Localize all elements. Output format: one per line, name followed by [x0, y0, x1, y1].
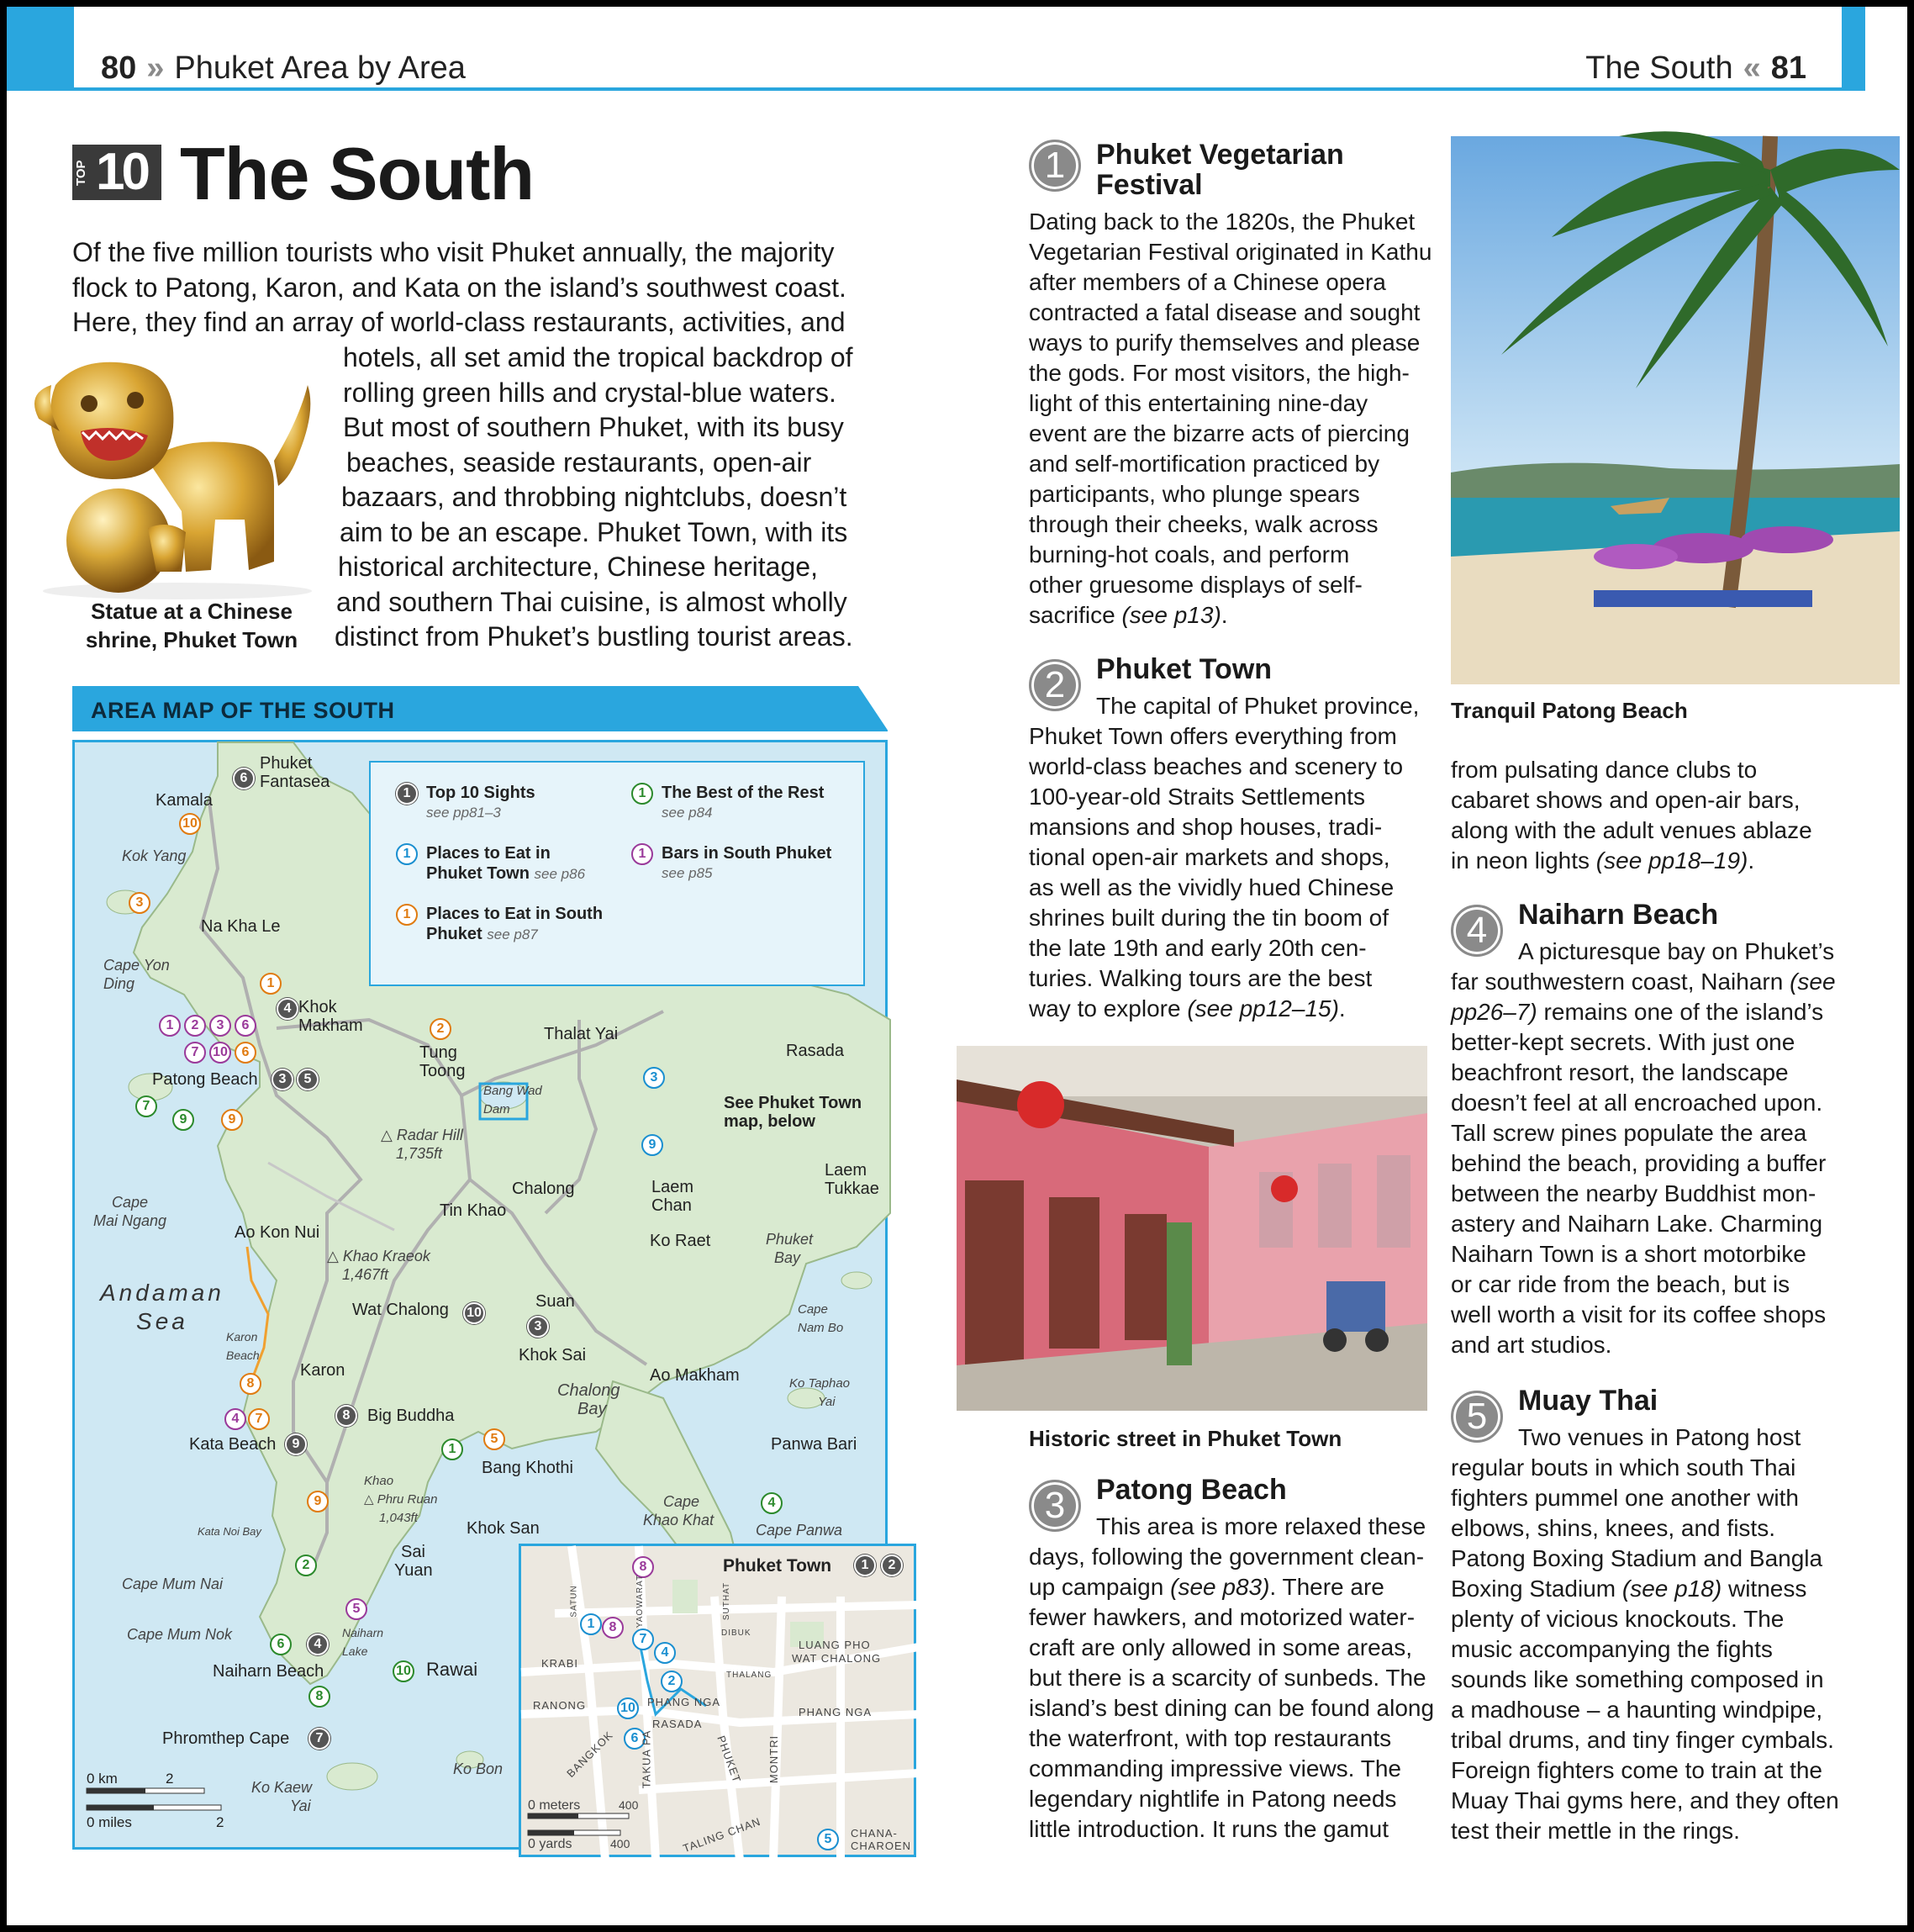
page-number-right: 81	[1770, 50, 1806, 86]
running-title-right: The South	[1585, 50, 1733, 86]
map-label-bang-wad-dam: Bang Wad Dam	[483, 1084, 542, 1116]
map-pin-3b: 3	[527, 1316, 549, 1338]
inset-pin-2: 2	[881, 1555, 903, 1576]
map-pin-purple-5: 5	[345, 1598, 367, 1620]
map-label-phromthep-cape: Phromthep Cape	[162, 1729, 290, 1748]
legend-eat-south	[403, 904, 604, 945]
section-5-body: Two venues in Patong host regular bouts in which south Thai fighters pummel one another with elbows, shins, knees, and fists. Patong Boxing Stadium and Bangla Boxing Stadium (see p18) witness plenty of vicious knockouts. The music accompanying the fights sounds like something composed in a madhouse – a haunting windpipe, tribal drums, and tiny finger cymbals. Foreign fighters come to train at the Muay Thai gyms here, and they often test their mettle in the rings.	[1451, 1424, 1839, 1844]
intro-line: Of the five million tourists who visit Phuket annually, the majority	[72, 237, 835, 267]
inset-pin-blue-2: 2	[661, 1671, 683, 1692]
inset-street-chana-charoen: CHANA- CHAROEN	[851, 1827, 912, 1852]
map-pin-orange-10: 10	[179, 813, 201, 835]
intro-line: But most of southern Phuket, with its busy	[343, 412, 844, 442]
inset-street-phuket: PHUKET	[714, 1734, 744, 1785]
inset-scale-y-max: 400	[610, 1837, 630, 1850]
page-title: The South	[180, 132, 535, 215]
header-accent-right	[1842, 7, 1865, 91]
book-spread	[7, 7, 1907, 1925]
map-pin-10: 10	[463, 1302, 485, 1324]
map-legend	[369, 761, 865, 986]
inset-pin-blue-1: 1	[580, 1613, 602, 1635]
map-pin-orange-3: 3	[129, 892, 150, 914]
inset-pin-blue-4: 4	[654, 1642, 676, 1664]
section-3-number: 3	[1029, 1480, 1081, 1532]
map-pin-green-2: 2	[295, 1555, 317, 1576]
map-pin-4: 4	[277, 998, 298, 1020]
inset-scale-y: 0 yards	[528, 1837, 572, 1851]
intro-line: beaches, seaside restaurants, open-air	[346, 446, 812, 478]
inset-street-rasada: RASADA	[652, 1718, 703, 1730]
intro-paragraph-wrap	[335, 340, 881, 655]
section-1-number: 1	[1029, 140, 1081, 192]
legend-pin-blue: 1	[396, 843, 418, 865]
top10-badge-top: TOP	[74, 160, 88, 187]
inset-pin-blue-7: 7	[632, 1628, 654, 1650]
map-pin-purple-7: 7	[184, 1042, 206, 1064]
intro-line: historical architecture, Chinese heritage,	[338, 552, 818, 582]
map-pin-green-1: 1	[441, 1438, 463, 1460]
patong-beach-photo	[1451, 136, 1900, 684]
map-label-see-town-map: See Phuket Town map, below	[724, 1094, 862, 1131]
map-label-naiharn-beach: Naiharn Beach	[213, 1662, 324, 1681]
map-label-laem-tukkae: Laem Tukkae	[825, 1161, 879, 1198]
running-head-right	[1585, 50, 1806, 87]
section-2-heading: Phuket Town	[1096, 653, 1273, 685]
map-label-khok-sai: Khok Sai	[519, 1346, 587, 1365]
legend-ref: see p84	[662, 805, 713, 821]
inset-street-thalang: THALANG	[726, 1671, 772, 1680]
map-label-khao-phru-ruan: Khao △ Phru Ruan 1,043ft	[364, 1474, 438, 1525]
beach-photo-caption: Tranquil Patong Beach	[1451, 698, 1688, 723]
legend-label: Phuket	[426, 925, 482, 943]
map-label-kata-noi-bay: Kata Noi Bay	[198, 1525, 261, 1538]
map-label-chalong: Chalong	[512, 1180, 575, 1198]
section-5-heading: Muay Thai	[1518, 1385, 1658, 1417]
scale-km-label: 0 km	[87, 1771, 118, 1787]
running-head-left	[101, 50, 466, 87]
inset-scale-m: 0 meters	[528, 1798, 581, 1813]
map-pin-6: 6	[233, 768, 255, 789]
map-pin-9: 9	[285, 1433, 307, 1455]
page-number-left: 80	[101, 50, 137, 86]
historic-street-photo	[957, 1046, 1427, 1411]
map-label-cape-khao-khat: Cape Khao Khat	[643, 1493, 714, 1528]
section-5-number: 5	[1451, 1391, 1503, 1443]
legend-pin-dark: 1	[396, 783, 418, 805]
map-pin-4b: 4	[307, 1634, 329, 1655]
section-3-continued: from pulsating dance clubs to cabaret shows and open-air bars, along with the adult venues ablaze in neon lights (see pp18–19).	[1451, 757, 1812, 874]
inset-street-taling-chan: TALING CHAN	[681, 1814, 763, 1855]
map-label-ko-bon: Ko Bon	[453, 1760, 504, 1777]
map-pin-orange-1: 1	[260, 973, 282, 995]
map-pin-purple-6: 6	[235, 1015, 256, 1037]
map-pin-purple-2: 2	[184, 1015, 206, 1037]
map-label-phuket-fantasea: Phuket Fantasea	[260, 754, 330, 791]
map-label-cape-mum-nok: Cape Mum Nok	[127, 1626, 233, 1643]
scale-km-max: 2	[166, 1771, 174, 1787]
intro-line: distinct from Phuket’s bustling tourist areas.	[335, 621, 853, 652]
intro-line: aim to be an escape. Phuket Town, with its	[340, 516, 848, 547]
inset-street-suthat: SUTHAT	[722, 1581, 732, 1621]
map-pin-green-9: 9	[172, 1109, 194, 1131]
map-label-kok-yang: Kok Yang	[122, 847, 187, 864]
caption-line: Statue at a Chinese	[91, 599, 293, 624]
chevron-left-icon: «	[1743, 50, 1761, 86]
section-4-body: A picturesque bay on Phuket’s far southwestern coast, Naiharn (see pp26–7) remains one of the island’s better-kept secrets. With just one beachfront resort, the landscape doesn’t feel at all encroached upon. Tall screw pines populate the area behind the beach, providing a buffer between the nearby Buddhist mon- astery and Naiharn Lake. Charming Naiharn Town is a short motorbike or car ride from the beach, but is well worth a visit for its coffee shops and art studios.	[1451, 938, 1836, 1358]
map-pin-green-8: 8	[308, 1686, 330, 1708]
map-label-ko-raet: Ko Raet	[650, 1232, 711, 1250]
inset-pin-purple-8b: 8	[602, 1617, 624, 1639]
legend-label: Places to Eat in	[426, 844, 551, 863]
section-4-heading: Naiharn Beach	[1518, 899, 1719, 931]
legend-pin-green: 1	[631, 783, 653, 805]
street-photo-caption: Historic street in Phuket Town	[1029, 1426, 1342, 1451]
scale-miles-label: 0 miles	[87, 1814, 132, 1830]
map-pin-purple-10: 10	[209, 1042, 231, 1064]
map-label-patong-beach: Patong Beach	[152, 1070, 258, 1089]
section-4-number: 4	[1451, 905, 1503, 957]
intro-line: rolling green hills and crystal-blue waters.	[343, 377, 836, 408]
map-pin-orange-7: 7	[248, 1408, 270, 1430]
inset-street-wat-chalong: WAT CHALONG	[792, 1652, 882, 1665]
inset-street-luang-pho: LUANG PHO	[799, 1639, 871, 1651]
lion-statue-photo	[22, 351, 333, 604]
map-pin-orange-9: 9	[221, 1109, 243, 1131]
map-pin-orange-2: 2	[430, 1018, 451, 1040]
map-label-cape-mai-ngang: Cape Mai Ngang	[93, 1194, 167, 1229]
map-label-karon-beach: Karon Beach	[226, 1330, 260, 1362]
map-pin-green-4: 4	[761, 1492, 783, 1514]
intro-line: flock to Patong, Karon, and Kata on the island’s southwest coast.	[72, 272, 846, 303]
map-pin-8: 8	[335, 1405, 357, 1427]
map-label-sai-yuan: Sai Yuan	[394, 1543, 433, 1580]
map-label-na-kha-le: Na Kha Le	[201, 917, 281, 936]
map-pin-purple-3: 3	[209, 1015, 231, 1037]
map-label-big-buddha: Big Buddha	[367, 1407, 455, 1425]
map-label-cape-yon-ding: Cape Yon Ding	[103, 957, 170, 992]
map-label-cape-nam-bo: Cape Nam Bo	[798, 1302, 844, 1335]
phuket-town-inset-map	[519, 1544, 916, 1857]
header-accent-left	[7, 7, 74, 91]
section-3-body: This area is more relaxed these days, following the government clean- up campaign (see p83). There are fewer hawkers, and motorized water- craft are only allowed in some areas, but there is a scarcity of sunbeds. The island’s best dining can be found along the waterfront, with top restaurants commanding impressive views. The legendary nightlife in Patong needs little introduction. It runs the gamut	[1029, 1513, 1435, 1842]
map-label-khao-kraeok: △ Khao Kraeok 1,467ft	[327, 1248, 430, 1283]
intro-paragraph-top	[72, 235, 879, 340]
inset-pin-1: 1	[854, 1555, 876, 1576]
map-label-ao-makham: Ao Makham	[650, 1366, 740, 1385]
inset-street-montri: MONTRI	[767, 1734, 781, 1784]
chevron-right-icon: »	[146, 50, 165, 86]
map-pin-green-6: 6	[270, 1634, 292, 1655]
top10-badge	[72, 145, 161, 200]
caption-line: shrine, Phuket Town	[85, 627, 298, 652]
legend-eat-town	[403, 843, 586, 884]
map-label-tin-khao: Tin Khao	[440, 1201, 507, 1220]
inset-scale-m-max: 400	[619, 1798, 639, 1812]
legend-best-rest	[638, 783, 825, 823]
lion-photo-caption	[66, 597, 318, 654]
map-label-kata-beach: Kata Beach	[189, 1435, 277, 1454]
inset-pin-purple-8: 8	[632, 1556, 654, 1578]
legend-pin-orange: 1	[396, 904, 418, 926]
section-1-body: Dating back to the 1820s, the Phuket Vegetarian Festival originated in Kathu after members of a Chinese opera contracted a fatal disease and sought ways to purify themselves and please the gods. For most visitors, the high- light of this entertaining nine-day event are the bizarre acts of piercing and self-mortification practiced by participants, who plunge spears through their cheeks, walk across burning-hot coals, and perform other gruesome displays of self- sacrifice (see p13).	[1029, 209, 1432, 628]
map-title: AREA MAP OF THE SOUTH	[91, 698, 395, 723]
map-pin-green-10: 10	[393, 1660, 414, 1682]
inset-title: Phuket Town	[723, 1556, 832, 1576]
legend-ref: see p85	[662, 865, 713, 881]
map-label-khok-makham: Khok Makham	[298, 998, 363, 1035]
map-pin-purple-4: 4	[224, 1408, 246, 1430]
map-label-chalong-bay: Chalong Bay	[557, 1381, 620, 1418]
intro-line: Here, they find an array of world-class restaurants, activities, and	[72, 307, 846, 337]
map-pin-orange-8: 8	[240, 1373, 261, 1395]
inset-street-ranong: RANONG	[533, 1699, 587, 1712]
map-pin-blue-9: 9	[641, 1134, 663, 1156]
map-label-andaman-sea: Andaman Sea	[100, 1280, 224, 1334]
map-label-ko-kaew-yai: Ko Kaew Yai	[251, 1779, 313, 1814]
map-label-bang-khothi: Bang Khothi	[482, 1459, 573, 1477]
legend-ref: see p87	[487, 926, 538, 942]
legend-label: Top 10 Sights	[426, 784, 535, 802]
inset-pin-blue-10: 10	[617, 1697, 639, 1719]
map-label-ko-taphao-yai: Ko Taphao Yai	[789, 1376, 851, 1409]
map-label-kamala: Kamala	[156, 791, 213, 810]
legend-label: Phuket Town	[426, 864, 530, 883]
map-label-ao-kon-nui: Ao Kon Nui	[235, 1223, 320, 1242]
map-label-panwa-bari: Panwa Bari	[771, 1435, 857, 1454]
map-label-phuket-bay: Phuket Bay	[766, 1231, 814, 1266]
map-pin-orange-5: 5	[483, 1428, 505, 1450]
legend-bars	[638, 843, 832, 884]
map-label-cape-panwa: Cape Panwa	[756, 1522, 843, 1539]
inset-street-dibuk: DIBUK	[721, 1628, 751, 1638]
inset-street-phang-nga-1: PHANG NGA	[647, 1696, 721, 1708]
legend-pin-purple: 1	[631, 843, 653, 865]
intro-line: hotels, all set amid the tropical backdrop of	[343, 342, 853, 372]
map-label-laem-chan: Laem Chan	[651, 1178, 694, 1215]
map-label-rasada: Rasada	[786, 1042, 844, 1060]
intro-line: bazaars, and throbbing nightclubs, doesn’t	[341, 482, 847, 512]
inset-pin-blue-6: 6	[624, 1728, 646, 1750]
inset-street-phang-nga-2: PHANG NGA	[799, 1706, 873, 1718]
map-label-cape-mum-nai: Cape Mum Nai	[122, 1576, 224, 1592]
map-label-wat-chalong: Wat Chalong	[352, 1301, 449, 1319]
map-pin-orange-6: 6	[235, 1042, 256, 1064]
map-pin-orange-9b: 9	[307, 1491, 329, 1512]
map-label-rawai: Rawai	[426, 1659, 478, 1680]
map-label-suan: Suan	[535, 1292, 575, 1311]
map-label-naiharn-lake: Naiharn Lake	[342, 1626, 384, 1658]
map-pin-blue-3: 3	[643, 1067, 665, 1089]
map-pin-purple-1: 1	[159, 1015, 181, 1037]
section-3-heading: Patong Beach	[1096, 1474, 1287, 1506]
area-map	[72, 740, 912, 1855]
inset-street-satun: SATUN	[569, 1585, 579, 1618]
inset-street-takua-pa: TAKUA PA	[640, 1729, 653, 1789]
section-2-body: The capital of Phuket province, Phuket Town offers everything from world-class beaches and scenery to 100-year-old Straits Settlements mansions and shop houses, tradi- tional open-air markets and shops, as well as the vividly hued Chinese shrines built during the tin boom of the late 19th and early 20th cen- turies. Walking tours are the best way to explore (see pp12–15).	[1029, 693, 1420, 1021]
inset-street-krabi: KRABI	[541, 1657, 579, 1670]
legend-top-sights	[403, 783, 535, 823]
map-pin-green-7: 7	[135, 1095, 157, 1117]
map-label-karon: Karon	[300, 1361, 345, 1380]
map-pin-5: 5	[297, 1069, 319, 1090]
intro-line: and southern Thai cuisine, is almost wholly	[336, 586, 847, 617]
top10-badge-ten: 10	[96, 143, 147, 201]
map-pin-3: 3	[272, 1069, 293, 1090]
legend-label: The Best of the Rest	[662, 784, 825, 802]
section-2-number: 2	[1029, 659, 1081, 711]
inset-street-yaowarat: YAOWARAT	[635, 1574, 646, 1628]
map-label-thalat-yai: Thalat Yai	[544, 1025, 619, 1043]
map-pin-7: 7	[308, 1728, 330, 1750]
legend-ref: see p86	[534, 866, 586, 882]
legend-label: Bars in South Phuket	[662, 844, 832, 863]
map-label-khok-san: Khok San	[467, 1519, 540, 1538]
running-title-left: Phuket Area by Area	[174, 50, 466, 86]
inset-street-bangkok: BANGKOK	[564, 1728, 616, 1781]
legend-label: Places to Eat in South	[426, 905, 604, 923]
section-1-heading: Phuket Vegetarian Festival	[1096, 139, 1344, 201]
inset-pin-blue-5: 5	[817, 1829, 839, 1850]
map-label-radar-hill: △ Radar Hill 1,735ft	[381, 1127, 463, 1162]
scale-miles-max: 2	[216, 1814, 224, 1830]
legend-ref: see pp81–3	[426, 805, 501, 821]
map-label-tung-toong: Tung Toong	[419, 1043, 466, 1080]
